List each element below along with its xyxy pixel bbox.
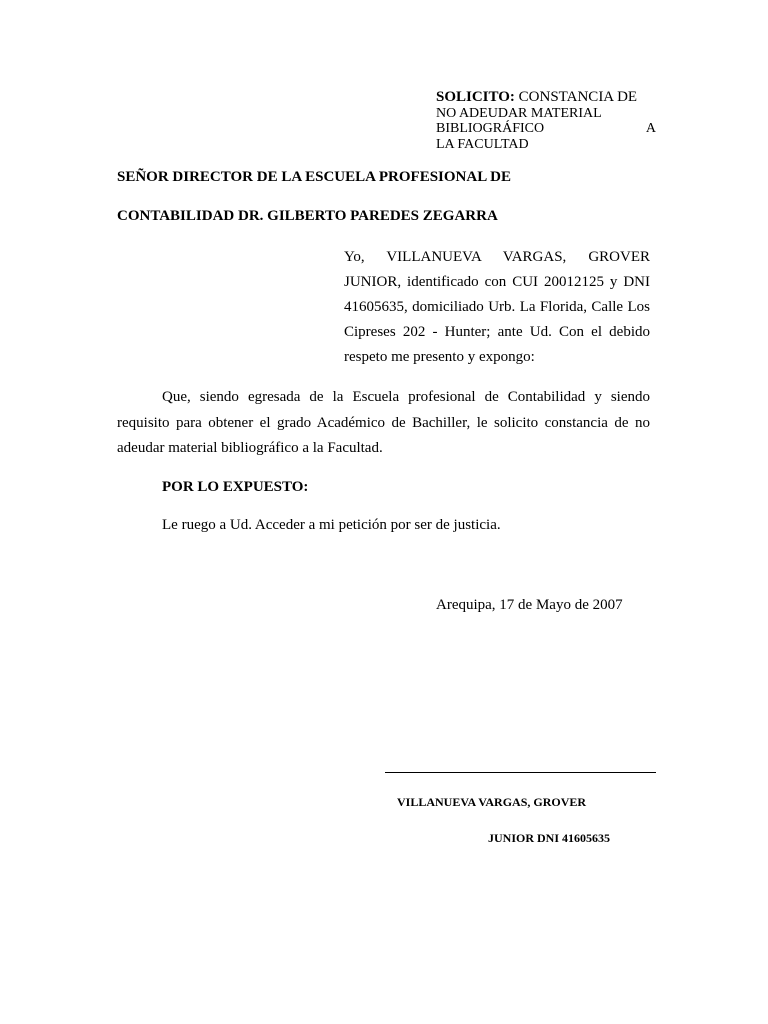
por-lo-expuesto-heading: POR LO EXPUESTO: bbox=[162, 479, 309, 495]
solicito-line-1 bbox=[436, 90, 656, 106]
solicito-line-4: LA FACULTAD bbox=[436, 136, 529, 152]
date-place: Arequipa, 17 de Mayo de 2007 bbox=[436, 597, 623, 613]
solicito-line-3-right: A bbox=[645, 121, 656, 136]
signature-dni: JUNIOR DNI 41605635 bbox=[488, 831, 611, 845]
solicito-text-1: CONSTANCIA DE bbox=[518, 89, 638, 105]
addressee-line-2: CONTABILIDAD DR. GILBERTO PAREDES ZEGARRA bbox=[117, 208, 498, 224]
body-paragraph: Que, siendo egresada de la Escuela profesional de Contabilidad y siendo requisito para obtener el grado Académico de Bachiller, le solicito constancia de no adeudar material bibliográfico a la Facultad. bbox=[117, 389, 650, 456]
solicito-line-3-left: BIBLIOGRÁFICO bbox=[436, 121, 545, 136]
solicito-line-2: NO ADEUDAR MATERIAL bbox=[436, 105, 602, 121]
intro-paragraph: Yo, VILLANUEVA VARGAS, GROVER JUNIOR, identificado con CUI 20012125 y DNI 41605635, domiciliado Urb. La Florida, Calle Los Cipreses 202 - Hunter; ante Ud. Con el debido respeto me presento y expongo: bbox=[344, 249, 650, 365]
petition-text: Le ruego a Ud. Acceder a mi petición por ser de justicia. bbox=[162, 517, 501, 533]
addressee-line-1: SEÑOR DIRECTOR DE LA ESCUELA PROFESIONAL DE bbox=[117, 169, 511, 185]
signature-line bbox=[385, 772, 656, 773]
solicito-label: SOLICITO: bbox=[436, 89, 515, 105]
signature-name: VILLANUEVA VARGAS, GROVER bbox=[397, 795, 587, 809]
solicito-block bbox=[436, 90, 656, 152]
solicito-line-3 bbox=[436, 121, 656, 137]
